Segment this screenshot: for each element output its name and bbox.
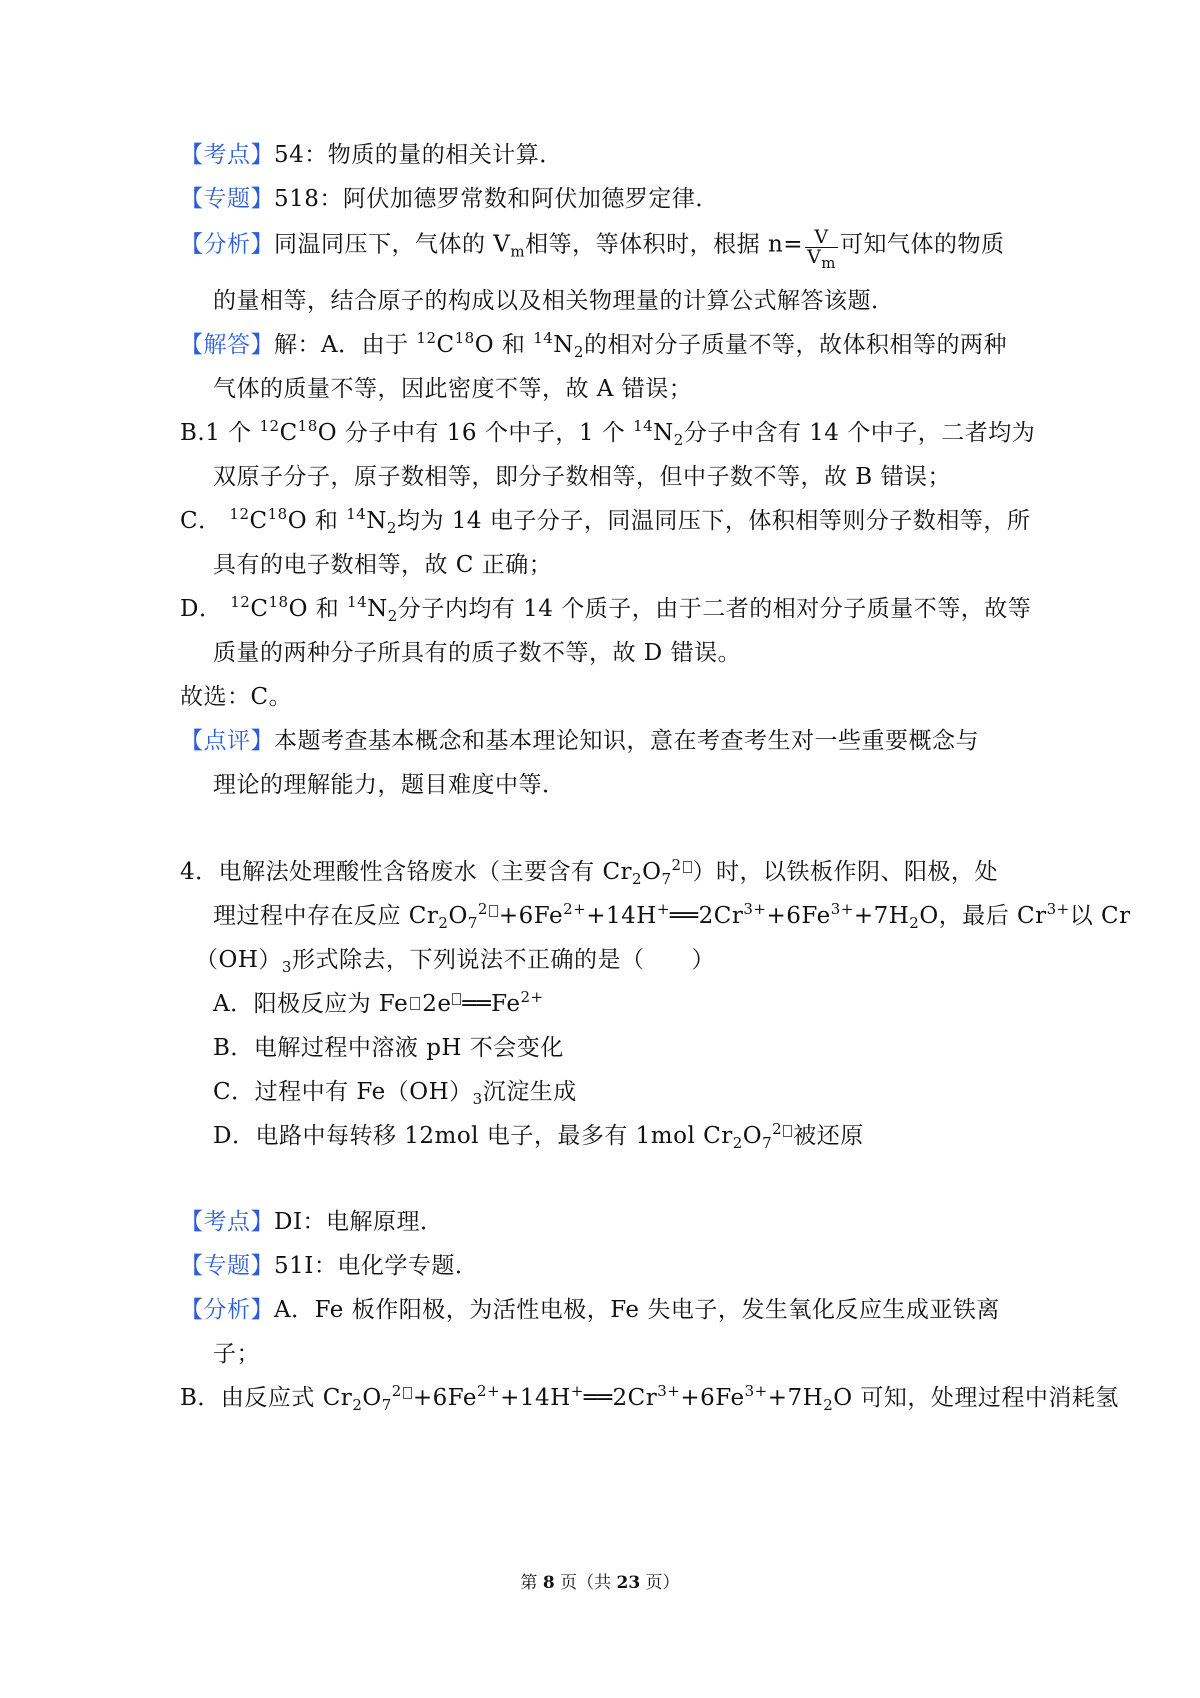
page-footer bbox=[0, 1568, 1200, 1593]
q4-fenxi-line2: 子； bbox=[213, 1341, 260, 1367]
q4-text: +14H bbox=[586, 903, 657, 929]
iso-letter: C bbox=[250, 596, 269, 622]
jieda-text-c: 的相对分子质量不等，故体积相等的两种 bbox=[583, 332, 1007, 358]
kaodian-tag: 【考点】 bbox=[180, 1209, 274, 1235]
answer-b-line bbox=[180, 416, 1035, 450]
superscript: 2+ bbox=[563, 900, 587, 918]
answer-c-line2: 具有的电子数相等，故 C 正确； bbox=[213, 552, 553, 578]
fenxi-b-text: +7H bbox=[767, 1385, 824, 1411]
c-text-c: 均为 14 电子分子，同温同压下，体积相等则分子数相等，所 bbox=[396, 508, 1031, 534]
subscript: 2 bbox=[909, 914, 920, 932]
d-text-c: 分子内均有 14 个质子，由于二者的相对分子质量不等，故等 bbox=[397, 596, 1032, 622]
subscript: m bbox=[510, 242, 526, 261]
superscript: + bbox=[570, 1382, 584, 1400]
q4-text: +7H bbox=[853, 903, 910, 929]
b-text-c: 分子中含有 14 个中子，二者均为 bbox=[683, 420, 1036, 446]
dianping-line bbox=[180, 724, 979, 758]
missing-glyph-box bbox=[403, 1387, 412, 1399]
iso-sup: 18 bbox=[268, 593, 289, 611]
question-4-line1: 4．电解法处理酸性含铬废水（主要含有 $Cr_2O_7^2$ ）时，以铁板作阴、阳极，处 bbox=[180, 856, 999, 888]
iso-sup: 12 bbox=[416, 329, 437, 347]
answer-b-line2: 双原子分子，原子数相等，即分子数相等，但中子数不等，故 B 错误； bbox=[213, 464, 952, 490]
subscript: 2 bbox=[632, 870, 643, 888]
kaodian-tag: 【考点】 bbox=[180, 142, 274, 168]
q4-fenxi-line bbox=[180, 1293, 1000, 1327]
iso-sup: 14 bbox=[347, 593, 368, 611]
iso-sup: 12 bbox=[230, 593, 251, 611]
missing-glyph-box bbox=[683, 861, 692, 873]
iso-letter: N bbox=[366, 508, 387, 534]
dianping-text: 本题考查基本概念和基本理论知识，意在考查考生对一些重要概念与 bbox=[274, 728, 979, 754]
fenxi-line2: 的量相等，结合原子的构成以及相关物理量的计算公式解答该题． bbox=[213, 288, 895, 314]
subscript: 7 bbox=[381, 1396, 392, 1414]
superscript: 3+ bbox=[657, 1382, 681, 1400]
q4-text: O，最后 Cr bbox=[919, 903, 1047, 929]
subscript: 2 bbox=[438, 914, 449, 932]
question-4-line2: 理过程中存在反应 $Cr_2O_7^2$ $+6Fe^{2+}+14H^+══2Cr^{3+}+6Fe^{3+}+7H_2O$，最后 $Cr^{3+}$以 Cr bbox=[213, 900, 1131, 932]
option-text: 沉淀生成 bbox=[482, 1079, 577, 1105]
fenxi-b-text: O 可知，处理过程中消耗氢 bbox=[833, 1385, 1119, 1411]
c-text-a: C． bbox=[180, 508, 230, 534]
jieda-text-a: 解：A．由于 bbox=[274, 332, 417, 358]
q4-text: +6Fe bbox=[498, 903, 564, 929]
superscript: 2+ bbox=[477, 1382, 501, 1400]
subscript: 7 bbox=[762, 1134, 773, 1152]
dianping-line2: 理论的理解能力，题目难度中等． bbox=[213, 772, 566, 798]
missing-glyph-box bbox=[410, 997, 420, 1010]
superscript: 2 bbox=[671, 856, 682, 874]
iso-letter: N bbox=[367, 596, 388, 622]
subscript: 2 bbox=[732, 1134, 743, 1152]
subscript: 2 bbox=[673, 431, 684, 449]
jieda-tag: 【解答】 bbox=[180, 332, 274, 358]
superscript: 3+ bbox=[1046, 900, 1070, 918]
footer-text: 页） bbox=[640, 1573, 680, 1593]
fenxi-b-text: +6Fe bbox=[680, 1385, 745, 1411]
fenxi-text-c: 可知气体的物质 bbox=[840, 231, 1005, 258]
subscript: 7 bbox=[661, 870, 672, 888]
fenxi-b-text: ══2Cr bbox=[583, 1385, 658, 1411]
q4-text: +6Fe bbox=[766, 903, 831, 929]
iso-letter: C bbox=[436, 332, 455, 358]
iso-sup: 14 bbox=[346, 505, 367, 523]
superscript: 2+ bbox=[520, 988, 544, 1006]
subscript: 2 bbox=[386, 519, 397, 537]
total-pages: 23 bbox=[616, 1573, 641, 1593]
option-text: D．电路中每转移 12mol 电子，最多有 1mol Cr bbox=[213, 1123, 733, 1149]
subscript: 3 bbox=[472, 1090, 483, 1108]
fenxi-text-b: 相等，等体积时，根据 n= bbox=[525, 231, 804, 258]
subscript: 2 bbox=[823, 1396, 834, 1414]
final-choice: 故选：C。 bbox=[180, 684, 293, 710]
subscript: 2 bbox=[387, 607, 398, 625]
zhuanti-text: 518：阿伏加德罗常数和阿伏加德罗定律． bbox=[274, 186, 719, 212]
subscript: 3 bbox=[281, 958, 292, 976]
iso-sup: 18 bbox=[454, 329, 475, 347]
option-text: A．阳极反应为 Fe bbox=[213, 991, 409, 1017]
iso-letter: N bbox=[553, 332, 574, 358]
zhuanti-text: 51I：电化学专题． bbox=[274, 1253, 479, 1279]
iso-sup: 18 bbox=[297, 417, 318, 435]
fenxi-b-text: B．由反应式 Cr bbox=[180, 1385, 353, 1411]
page-number: 8 bbox=[542, 1573, 555, 1593]
subscript: 7 bbox=[467, 914, 478, 932]
fraction-numerator: V bbox=[805, 228, 838, 248]
jieda-line bbox=[180, 328, 1007, 362]
fenxi-tag: 【分析】 bbox=[180, 1297, 274, 1323]
iso-letter: C bbox=[279, 420, 298, 446]
iso-sup: 12 bbox=[229, 505, 250, 523]
iso-letter: C bbox=[249, 508, 268, 534]
q4-text: 以 Cr bbox=[1069, 903, 1131, 929]
iso-sup: 18 bbox=[267, 505, 288, 523]
superscript: 3+ bbox=[744, 1382, 768, 1400]
q4-text: 4．电解法处理酸性含铬废水（主要含有 Cr bbox=[180, 859, 633, 885]
answer-c-line bbox=[180, 504, 1030, 538]
superscript: 3+ bbox=[830, 900, 854, 918]
missing-glyph-box bbox=[489, 905, 498, 917]
q4-text: ）时，以铁板作阴、阳极，处 bbox=[692, 859, 999, 885]
subscript: 2 bbox=[573, 343, 584, 361]
formula-fraction bbox=[805, 226, 838, 272]
question-4-line3 bbox=[195, 943, 715, 977]
kaodian-text: DI：电解原理． bbox=[274, 1209, 444, 1235]
fenxi-b-text: +14H bbox=[500, 1385, 571, 1411]
superscript: 2 bbox=[772, 1120, 783, 1138]
fenxi-text: A．Fe 板作阳极，为活性电极，Fe 失电子，发生氧化反应生成亚铁离 bbox=[274, 1297, 1000, 1323]
jieda-line2: 气体的质量不等，因此密度不等，故 A 错误； bbox=[213, 376, 693, 402]
option-text: 2e bbox=[422, 991, 452, 1017]
b-text-b: O 分子中有 16 个中子，1 个 bbox=[317, 420, 634, 446]
q4-text: 形式除去，下列说法不正确的是（ ） bbox=[291, 947, 715, 973]
superscript: 2 bbox=[477, 900, 488, 918]
missing-glyph-box bbox=[452, 993, 461, 1005]
subscript: 2 bbox=[352, 1396, 363, 1414]
q4-kaodian-line bbox=[180, 1205, 444, 1239]
option-text: C．过程中有 Fe（OH） bbox=[213, 1079, 473, 1105]
fenxi-line bbox=[180, 226, 1005, 272]
footer-text: 第 bbox=[520, 1573, 543, 1593]
zhuanti-line bbox=[180, 182, 719, 216]
option-b: B．电解过程中溶液 pH 不会变化 bbox=[213, 1035, 564, 1061]
superscript: 2 bbox=[391, 1382, 402, 1400]
kaodian-line bbox=[180, 138, 563, 172]
q4-text: （OH） bbox=[195, 947, 282, 973]
footer-text: 页（共 bbox=[554, 1573, 617, 1593]
iso-letter: N bbox=[653, 420, 674, 446]
fenxi-b-text: +6Fe bbox=[412, 1385, 478, 1411]
kaodian-text: 54：物质的量的相关计算． bbox=[274, 142, 563, 168]
option-text: ══Fe bbox=[462, 991, 521, 1017]
option-text: 被还原 bbox=[793, 1123, 864, 1149]
q4-text: 理过程中存在反应 Cr bbox=[213, 903, 439, 929]
superscript: 3+ bbox=[743, 900, 767, 918]
iso-sup: 12 bbox=[259, 417, 280, 435]
q4-fenxi-b-line: B．由反应式 $Cr_2O_7^2$ $+6Fe^{2+}+14H^+══2Cr^{3+}+6Fe^{3+}+7H_2O$ 可知，处理过程中消耗氢 bbox=[180, 1382, 1119, 1414]
option-d: D．电路中每转移 12mol 电子，最多有 1mol $Cr_2O_7^2$ 被还原 bbox=[213, 1120, 864, 1152]
d-text-b: O 和 bbox=[288, 596, 348, 622]
fraction-denominator bbox=[805, 246, 838, 272]
iso-sup: 14 bbox=[533, 329, 554, 347]
d-text-a: D． bbox=[180, 596, 231, 622]
missing-glyph-box bbox=[783, 1125, 792, 1137]
superscript: + bbox=[656, 900, 670, 918]
dianping-tag: 【点评】 bbox=[180, 728, 274, 754]
den-letter: V bbox=[807, 246, 822, 268]
zhuanti-tag: 【专题】 bbox=[180, 186, 274, 212]
option-c bbox=[213, 1075, 577, 1109]
jieda-text-b: O 和 bbox=[474, 332, 534, 358]
iso-sup: 14 bbox=[633, 417, 654, 435]
zhuanti-tag: 【专题】 bbox=[180, 1253, 274, 1279]
q4-text: ══2Cr bbox=[669, 903, 744, 929]
answer-d-line2: 质量的两种分子所具有的质子数不等，故 D 错误。 bbox=[213, 640, 742, 666]
answer-d-line bbox=[180, 592, 1031, 626]
b-text-a: B.1 个 bbox=[180, 420, 260, 446]
c-text-b: O 和 bbox=[287, 508, 347, 534]
den-subscript: m bbox=[821, 254, 837, 272]
fenxi-text-a: 同温同压下，气体的 V bbox=[274, 231, 511, 258]
fenxi-tag: 【分析】 bbox=[180, 231, 274, 258]
option-a bbox=[213, 987, 544, 1021]
q4-zhuanti-line bbox=[180, 1249, 478, 1283]
